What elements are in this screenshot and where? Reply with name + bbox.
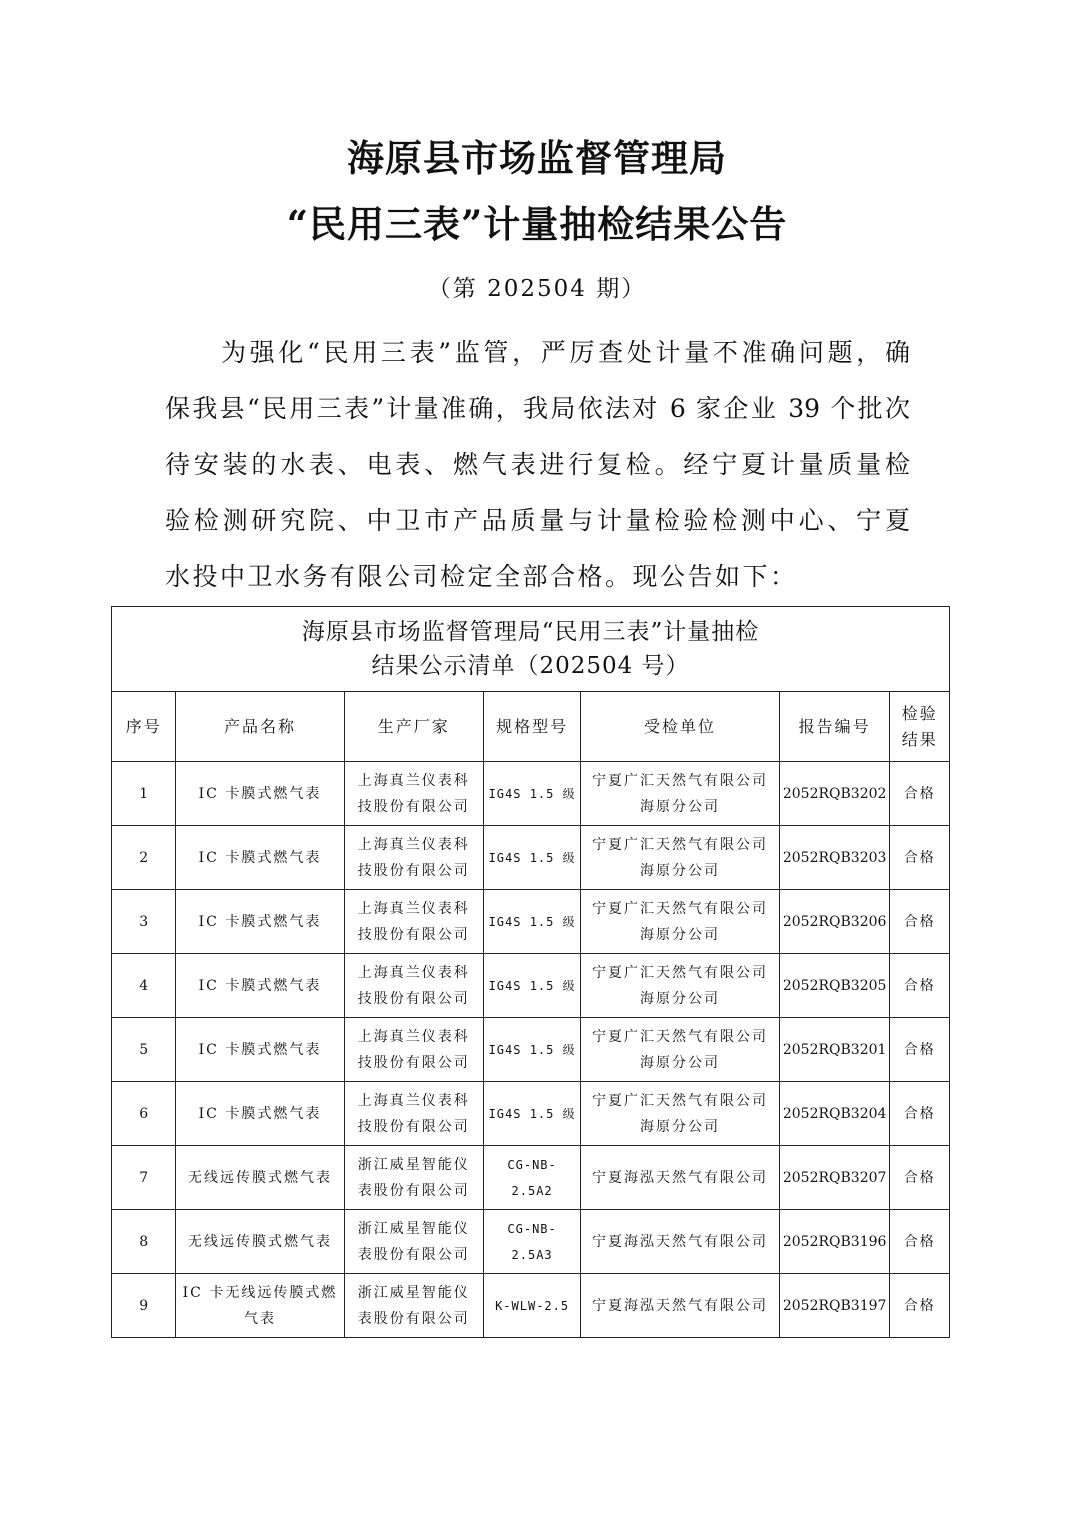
product-name: IC 卡膜式燃气表: [176, 954, 344, 1018]
row-number: 1: [112, 762, 176, 826]
inspection-result: 合格: [890, 1082, 950, 1146]
inspected-unit: 宁夏海泓天然气有限公司: [581, 1274, 780, 1338]
manufacturer: 上海真兰仪表科 技股份有限公司: [344, 954, 483, 1018]
product-name: IC 卡膜式燃气表: [176, 826, 344, 890]
product-name: IC 卡膜式燃气表: [176, 890, 344, 954]
product-name: IC 卡膜式燃气表: [176, 1018, 344, 1082]
paragraph-line: 为强化“民用三表”监管，严厉查处计量不准确问题，确: [221, 338, 910, 367]
inspection-result: 合格: [890, 954, 950, 1018]
model-spec: IG4S 1.5 级: [483, 1018, 580, 1082]
table-row: [112, 1146, 950, 1210]
row-number: 4: [112, 954, 176, 1018]
manufacturer: 浙江威星智能仪 表股份有限公司: [344, 1146, 483, 1210]
model-spec: CG-NB-2.5A3: [483, 1210, 580, 1274]
paragraph-line: 保我县“民用三表”计量准确，我局依法对 6 家企业 39 个批次: [165, 394, 910, 423]
report-number: 2052RQB3201: [779, 1018, 890, 1082]
table-row: [112, 762, 950, 826]
report-number: 2052RQB3204: [779, 1082, 890, 1146]
header-cell: 生产厂家: [344, 692, 483, 762]
header-cell: 报告编号: [779, 692, 890, 762]
inspection-result: 合格: [890, 1210, 950, 1274]
header-cell: 检验 结果: [890, 692, 950, 762]
table-row: [112, 826, 950, 890]
row-number: 5: [112, 1018, 176, 1082]
inspection-result: 合格: [890, 890, 950, 954]
title-line-2: “民用三表”计量抽检结果公告: [286, 202, 788, 246]
table-row: [112, 1210, 950, 1274]
model-spec: CG-NB-2.5A2: [483, 1146, 580, 1210]
model-spec: IG4S 1.5 级: [483, 890, 580, 954]
paragraph-line: 水投中卫水务有限公司检定全部合格。现公告如下：: [165, 562, 798, 591]
row-number: 7: [112, 1146, 176, 1210]
row-number: 8: [112, 1210, 176, 1274]
inspected-unit: 宁夏广汇天然气有限公司 海原分公司: [581, 1082, 780, 1146]
row-number: 2: [112, 826, 176, 890]
model-spec: K-WLW-2.5: [483, 1274, 580, 1338]
row-number: 6: [112, 1082, 176, 1146]
product-name: 无线远传膜式燃气表: [176, 1146, 344, 1210]
inspected-unit: 宁夏海泓天然气有限公司: [581, 1146, 780, 1210]
manufacturer: 上海真兰仪表科 技股份有限公司: [344, 1082, 483, 1146]
inspection-result: 合格: [890, 1274, 950, 1338]
report-number: 2052RQB3206: [779, 890, 890, 954]
model-spec: IG4S 1.5 级: [483, 954, 580, 1018]
product-name: IC 卡膜式燃气表: [176, 1082, 344, 1146]
report-number: 2052RQB3205: [779, 954, 890, 1018]
report-number: 2052RQB3203: [779, 826, 890, 890]
inspected-unit: 宁夏海泓天然气有限公司: [581, 1210, 780, 1274]
product-name: IC 卡无线远传膜式燃 气表: [176, 1274, 344, 1338]
product-name: IC 卡膜式燃气表: [176, 762, 344, 826]
manufacturer: 上海真兰仪表科 技股份有限公司: [344, 1018, 483, 1082]
inspection-result: 合格: [890, 762, 950, 826]
table-caption: 海原县市场监督管理局“民用三表”计量抽检 结果公示清单（202504 号）: [112, 607, 950, 692]
table-row: [112, 954, 950, 1018]
inspected-unit: 宁夏广汇天然气有限公司 海原分公司: [581, 762, 780, 826]
manufacturer: 浙江威星智能仪 表股份有限公司: [344, 1274, 483, 1338]
manufacturer: 上海真兰仪表科 技股份有限公司: [344, 890, 483, 954]
results-table: [111, 606, 950, 1338]
inspected-unit: 宁夏广汇天然气有限公司 海原分公司: [581, 890, 780, 954]
table-header-row: [112, 692, 950, 762]
header-cell: 产品名称: [176, 692, 344, 762]
report-number: 2052RQB3197: [779, 1274, 890, 1338]
paragraph-line: 验检测研究院、中卫市产品质量与计量检验检测中心、宁夏: [165, 506, 910, 535]
manufacturer: 浙江威星智能仪 表股份有限公司: [344, 1210, 483, 1274]
inspection-result: 合格: [890, 826, 950, 890]
inspected-unit: 宁夏广汇天然气有限公司 海原分公司: [581, 954, 780, 1018]
manufacturer: 上海真兰仪表科 技股份有限公司: [344, 826, 483, 890]
inspection-result: 合格: [890, 1146, 950, 1210]
row-number: 9: [112, 1274, 176, 1338]
row-number: 3: [112, 890, 176, 954]
model-spec: IG4S 1.5 级: [483, 762, 580, 826]
inspected-unit: 宁夏广汇天然气有限公司 海原分公司: [581, 1018, 780, 1082]
table-row: [112, 1274, 950, 1338]
inspection-result: 合格: [890, 1018, 950, 1082]
report-number: 2052RQB3207: [779, 1146, 890, 1210]
model-spec: IG4S 1.5 级: [483, 1082, 580, 1146]
paragraph-line: 待安装的水表、电表、燃气表进行复检。经宁夏计量质量检: [165, 450, 910, 479]
header-cell: 受检单位: [581, 692, 780, 762]
announcement-paragraph: [165, 334, 910, 614]
product-name: 无线远传膜式燃气表: [176, 1210, 344, 1274]
header-cell: 序号: [112, 692, 176, 762]
title-line-1: 海原县市场监督管理局: [347, 136, 727, 180]
header-cell: 规格型号: [483, 692, 580, 762]
table-row: [112, 1018, 950, 1082]
model-spec: IG4S 1.5 级: [483, 826, 580, 890]
inspected-unit: 宁夏广汇天然气有限公司 海原分公司: [581, 826, 780, 890]
report-number: 2052RQB3196: [779, 1210, 890, 1274]
manufacturer: 上海真兰仪表科 技股份有限公司: [344, 762, 483, 826]
issue-number: （第 202504 期）: [427, 276, 647, 302]
table-row: [112, 1082, 950, 1146]
report-number: 2052RQB3202: [779, 762, 890, 826]
table-row: [112, 890, 950, 954]
